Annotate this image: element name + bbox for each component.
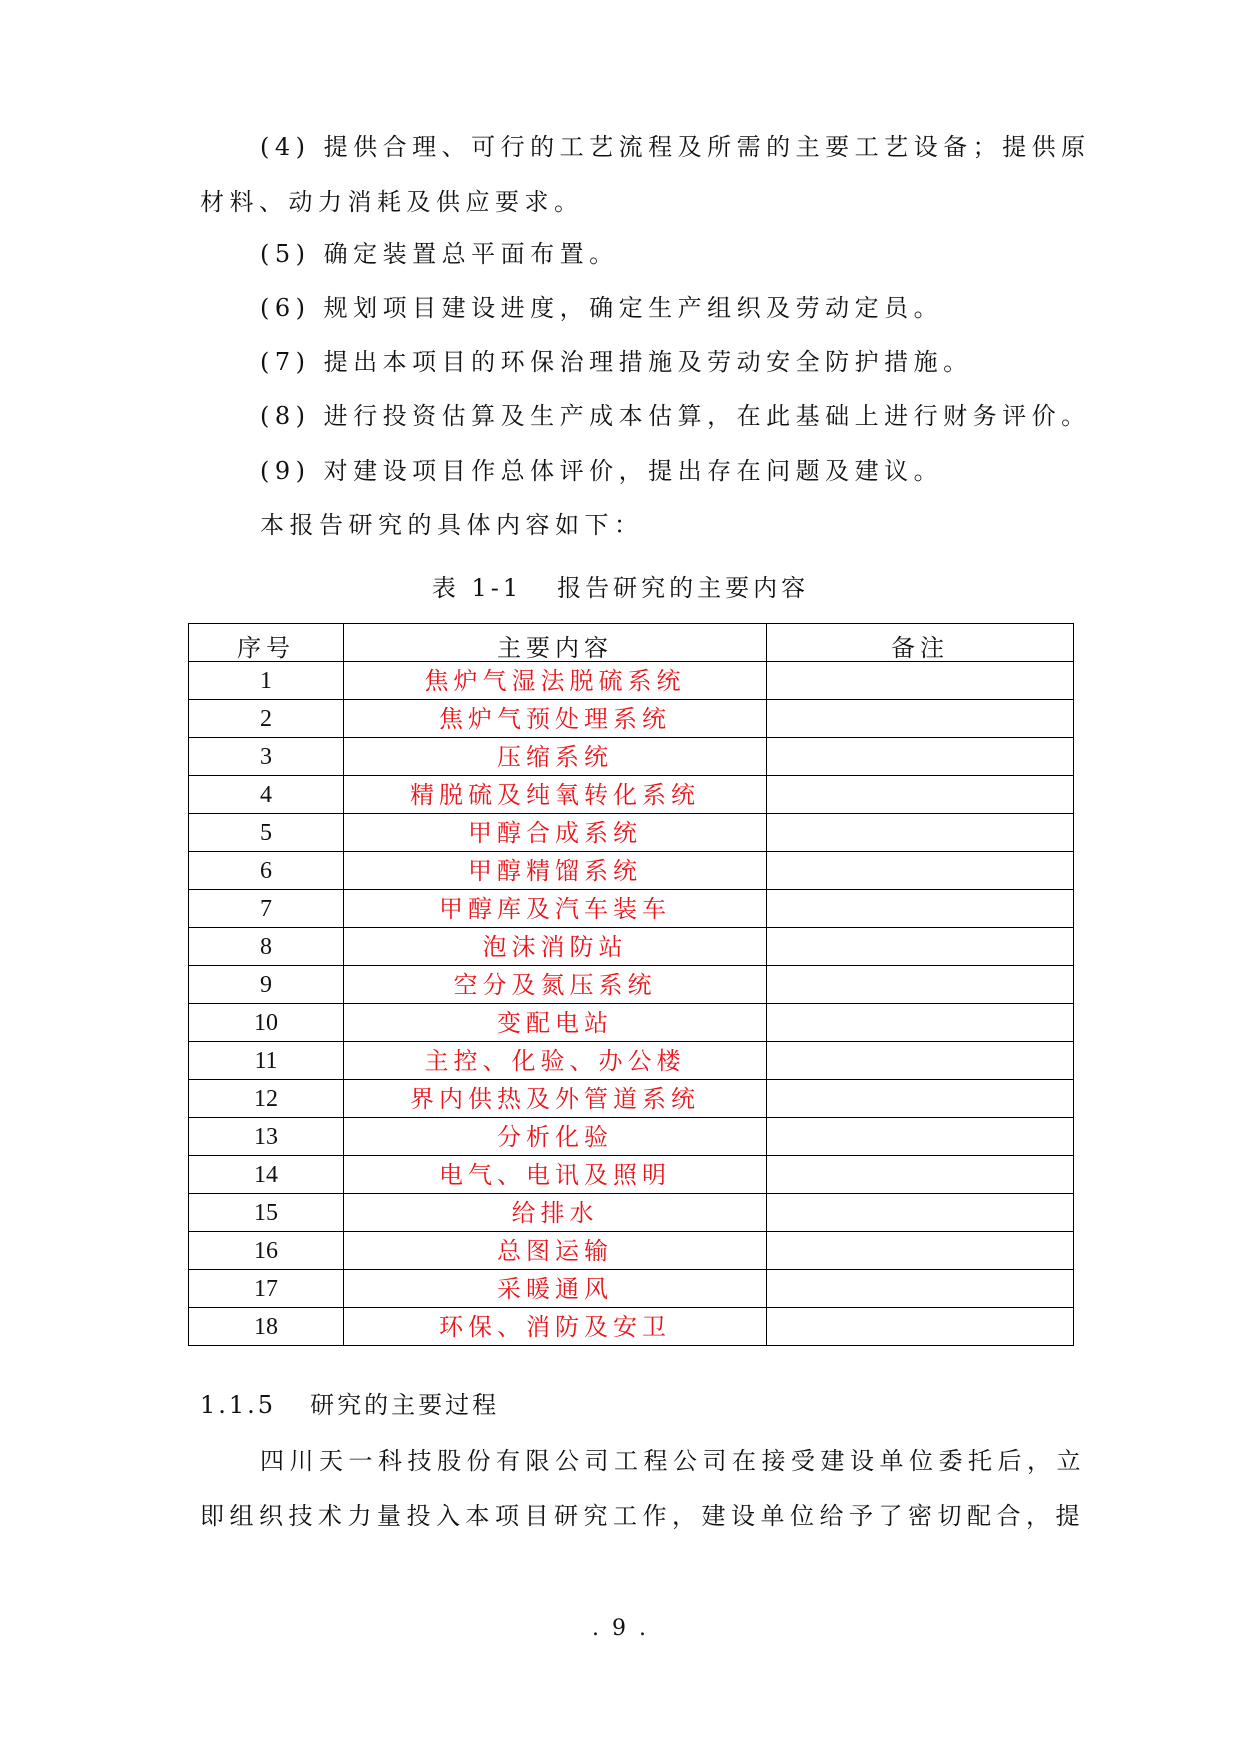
table-row bbox=[189, 662, 1074, 700]
row-note bbox=[767, 1042, 1074, 1080]
row-note bbox=[767, 776, 1074, 814]
section-heading bbox=[200, 1390, 499, 1420]
row-no: 6 bbox=[189, 852, 344, 890]
row-content: 精脱硫及纯氧转化系统 bbox=[344, 776, 767, 814]
row-no: 14 bbox=[189, 1156, 344, 1194]
row-note bbox=[767, 1232, 1074, 1270]
table-row bbox=[189, 776, 1074, 814]
table-row bbox=[189, 852, 1074, 890]
row-no: 5 bbox=[189, 814, 344, 852]
row-no: 8 bbox=[189, 928, 344, 966]
row-content: 压缩系统 bbox=[344, 738, 767, 776]
table-row bbox=[189, 1194, 1074, 1232]
row-note bbox=[767, 928, 1074, 966]
section-paragraph-line-2: 即组织技术力量投入本项目研究工作，建设单位给予了密切配合，提 bbox=[200, 1502, 1085, 1530]
table-row bbox=[189, 1232, 1074, 1270]
row-note bbox=[767, 966, 1074, 1004]
row-no: 15 bbox=[189, 1194, 344, 1232]
table-row bbox=[189, 1308, 1074, 1346]
research-content-table bbox=[188, 623, 1074, 1346]
row-no: 17 bbox=[189, 1270, 344, 1308]
table-row bbox=[189, 966, 1074, 1004]
row-content: 泡沫消防站 bbox=[344, 928, 767, 966]
row-note bbox=[767, 738, 1074, 776]
table-row bbox=[189, 1118, 1074, 1156]
row-content: 焦炉气湿法脱硫系统 bbox=[344, 662, 767, 700]
row-content: 甲醇库及汽车装车 bbox=[344, 890, 767, 928]
row-content: 变配电站 bbox=[344, 1004, 767, 1042]
row-content: 界内供热及外管道系统 bbox=[344, 1080, 767, 1118]
paragraph-item-5: (5) 确定装置总平面布置。 bbox=[260, 240, 619, 268]
row-note bbox=[767, 1080, 1074, 1118]
row-no: 1 bbox=[189, 662, 344, 700]
row-content: 主控、化验、办公楼 bbox=[344, 1042, 767, 1080]
row-note bbox=[767, 890, 1074, 928]
table-row bbox=[189, 928, 1074, 966]
row-no: 2 bbox=[189, 700, 344, 738]
row-note bbox=[767, 1270, 1074, 1308]
row-no: 4 bbox=[189, 776, 344, 814]
header-no: 序号 bbox=[189, 624, 344, 662]
row-note bbox=[767, 1194, 1074, 1232]
row-note bbox=[767, 1118, 1074, 1156]
page-number: . 9 . bbox=[592, 1616, 649, 1641]
row-note bbox=[767, 1004, 1074, 1042]
table-row bbox=[189, 814, 1074, 852]
row-no: 16 bbox=[189, 1232, 344, 1270]
row-content: 总图运输 bbox=[344, 1232, 767, 1270]
row-content: 焦炉气预处理系统 bbox=[344, 700, 767, 738]
row-content: 电气、电讯及照明 bbox=[344, 1156, 767, 1194]
table-row bbox=[189, 738, 1074, 776]
row-no: 11 bbox=[189, 1042, 344, 1080]
table-row bbox=[189, 1270, 1074, 1308]
paragraph-item-7: (7) 提出本项目的环保治理措施及劳动安全防护措施。 bbox=[260, 348, 973, 376]
table-header-row bbox=[189, 624, 1074, 662]
paragraph-item-4-continued: 材料、动力消耗及供应要求。 bbox=[200, 188, 584, 216]
row-no: 7 bbox=[189, 890, 344, 928]
paragraph-item-8: (8) 进行投资估算及生产成本估算，在此基础上进行财务评价。 bbox=[260, 402, 1091, 430]
row-content: 给排水 bbox=[344, 1194, 767, 1232]
row-note bbox=[767, 814, 1074, 852]
paragraph-item-9: (9) 对建设项目作总体评价，提出存在问题及建议。 bbox=[260, 457, 944, 485]
row-note bbox=[767, 662, 1074, 700]
table-row bbox=[189, 1156, 1074, 1194]
row-note bbox=[767, 1308, 1074, 1346]
table-row bbox=[189, 1042, 1074, 1080]
row-content: 甲醇合成系统 bbox=[344, 814, 767, 852]
paragraph-intro: 本报告研究的具体内容如下： bbox=[260, 511, 644, 539]
section-number: 1.1.5 bbox=[200, 1391, 277, 1419]
row-note bbox=[767, 700, 1074, 738]
table-row bbox=[189, 890, 1074, 928]
table-row bbox=[189, 1004, 1074, 1042]
table-row bbox=[189, 700, 1074, 738]
header-note: 备注 bbox=[767, 624, 1074, 662]
row-note bbox=[767, 852, 1074, 890]
row-content: 分析化验 bbox=[344, 1118, 767, 1156]
row-no: 13 bbox=[189, 1118, 344, 1156]
header-content: 主要内容 bbox=[344, 624, 767, 662]
row-no: 9 bbox=[189, 966, 344, 1004]
row-content: 环保、消防及安卫 bbox=[344, 1308, 767, 1346]
section-paragraph-line-1: 四川天一科技股份有限公司工程公司在接受建设单位委托后，立 bbox=[260, 1447, 1086, 1475]
table-caption: 表 1-1 报告研究的主要内容 bbox=[431, 574, 810, 602]
row-no: 18 bbox=[189, 1308, 344, 1346]
row-note bbox=[767, 1156, 1074, 1194]
row-content: 甲醇精馏系统 bbox=[344, 852, 767, 890]
paragraph-item-6: (6) 规划项目建设进度，确定生产组织及劳动定员。 bbox=[260, 294, 944, 322]
table-row bbox=[189, 1080, 1074, 1118]
row-no: 10 bbox=[189, 1004, 344, 1042]
row-no: 3 bbox=[189, 738, 344, 776]
section-title: 研究的主要过程 bbox=[310, 1391, 500, 1419]
paragraph-item-4: (4) 提供合理、可行的工艺流程及所需的主要工艺设备；提供原 bbox=[260, 133, 1091, 161]
row-content: 空分及氮压系统 bbox=[344, 966, 767, 1004]
row-content: 采暖通风 bbox=[344, 1270, 767, 1308]
row-no: 12 bbox=[189, 1080, 344, 1118]
